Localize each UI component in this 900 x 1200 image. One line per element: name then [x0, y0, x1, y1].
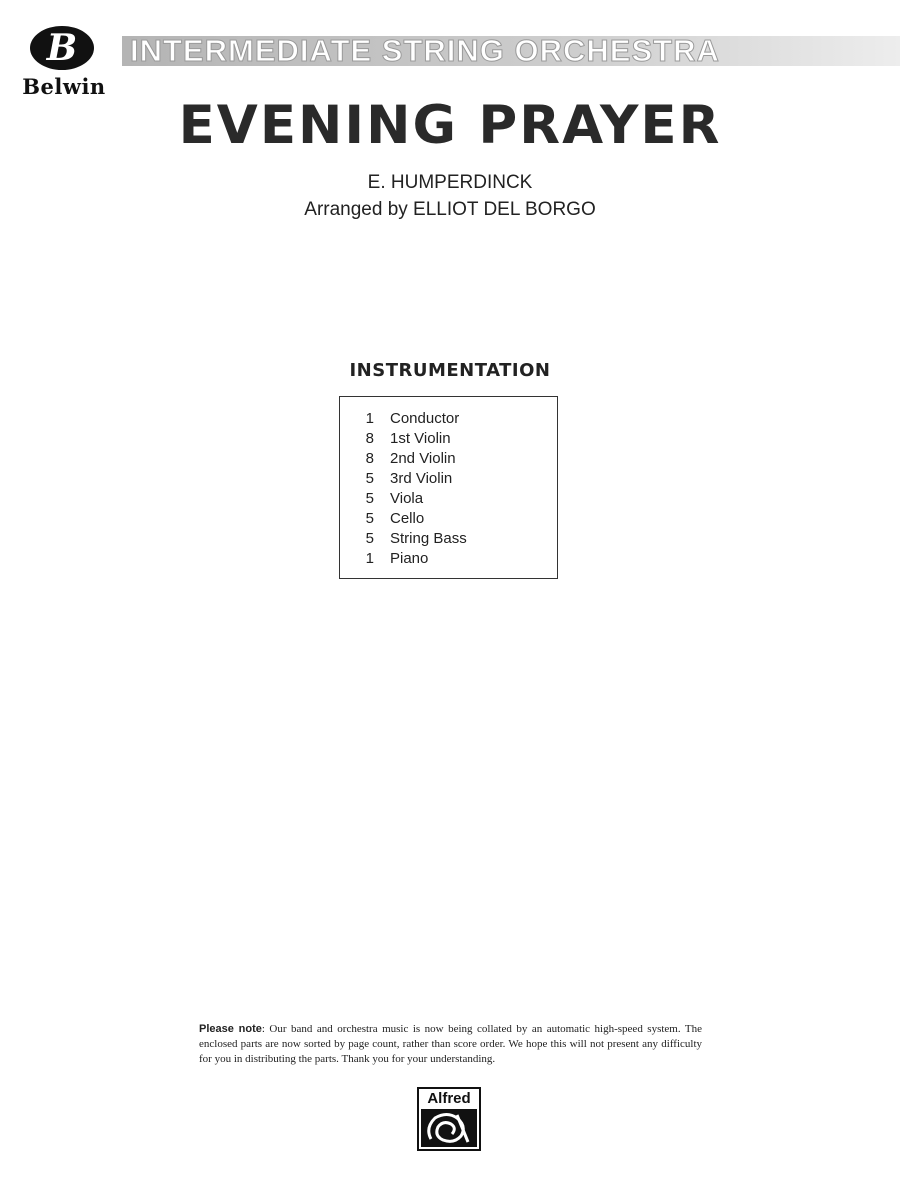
arranger-credit: Arranged by ELLIOT DEL BORGO — [304, 199, 596, 220]
instrument-row — [340, 449, 557, 469]
series-title: INTERMEDIATE STRING ORCHESTRA — [130, 33, 720, 68]
alfred-logo — [417, 1087, 481, 1151]
note-text: : Our band and orchestra music is now being collated by an automatic high-speed system. The enclosed parts are now sorted by page count, rather than score order. We hope this will not present any difficulty for you in distributing the parts. Thank you for your understanding. — [199, 1023, 703, 1065]
instrument-quantity: 5 — [365, 470, 374, 487]
instrument-quantity: 8 — [365, 450, 374, 467]
instrument-name: 2nd Violin — [390, 450, 456, 467]
belwin-mark-icon — [30, 26, 94, 70]
instrument-name: Conductor — [390, 410, 460, 427]
instrument-name: 3rd Violin — [390, 470, 453, 487]
alfred-wordmark: Alfred — [427, 1090, 471, 1107]
collation-note — [199, 1022, 702, 1067]
piece-title: EVENING PRAYER — [178, 95, 722, 156]
instrument-row — [340, 509, 557, 529]
instrument-name: String Bass — [390, 530, 467, 547]
belwin-wordmark: Belwin — [22, 74, 106, 99]
instrument-row — [340, 549, 557, 569]
instrumentation-heading: INSTRUMENTATION — [349, 360, 551, 381]
composer-credit: E. HUMPERDINCK — [367, 172, 533, 193]
note-lead: Please note — [199, 1023, 262, 1035]
instrument-quantity: 1 — [365, 410, 374, 427]
instrument-name: Cello — [390, 510, 425, 527]
instrument-row — [340, 429, 557, 449]
instrument-quantity: 5 — [365, 510, 374, 527]
instrument-row — [340, 529, 557, 549]
instrument-row — [340, 489, 557, 509]
instrument-quantity: 5 — [365, 490, 374, 507]
instrument-name: 1st Violin — [390, 430, 451, 447]
instrument-quantity: 5 — [365, 530, 374, 547]
instrument-row — [340, 409, 557, 429]
belwin-mark-letter: B — [46, 27, 78, 69]
instrument-quantity: 1 — [365, 550, 374, 567]
instrument-quantity: 8 — [365, 430, 374, 447]
instrumentation-list — [339, 396, 558, 579]
alfred-music-icon — [421, 1109, 477, 1147]
instrument-name: Viola — [390, 490, 424, 507]
instrument-name: Piano — [390, 550, 429, 567]
instrument-row — [340, 469, 557, 489]
belwin-logo — [6, 26, 118, 102]
